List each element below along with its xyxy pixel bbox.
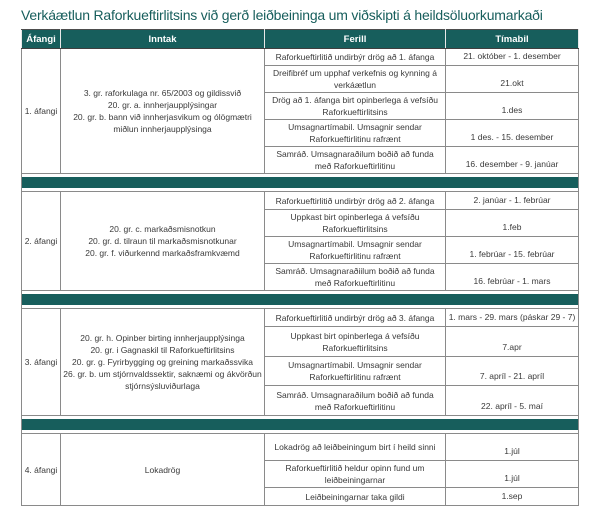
separator-band bbox=[22, 177, 578, 188]
phase-label: 3. áfangi bbox=[22, 309, 61, 416]
inntak-line: 20. gr. a. innherjaupplýsingar bbox=[107, 100, 218, 110]
ferill-cell: Umsagnartímabil. Umsagnir sendar Raforkueftirlitinu rafrænt bbox=[265, 357, 446, 386]
inntak-line: 3. gr. raforkulaga nr. 65/2003 og gildissvið bbox=[83, 88, 242, 98]
inntak-line: 20. gr. i Gagnaskil til Raforkueftirlitsins bbox=[90, 345, 235, 355]
phase-separator bbox=[22, 416, 579, 434]
timabil-cell: 1. febrúar - 15. febrúar bbox=[446, 237, 579, 264]
phase-separator bbox=[22, 174, 579, 192]
inntak-line: 26. gr. b. um stjórnvaldssektir, saknæmi og ákvörðun stjórnsýsluviðurlaga bbox=[63, 369, 262, 391]
ferill-cell: Samráð. Umsagnaraðiilum boðið að funda með Raforkueftirlitinu bbox=[265, 264, 446, 291]
table-row bbox=[22, 192, 579, 210]
timabil-cell: 1.júl bbox=[446, 461, 579, 488]
inntak-cell bbox=[61, 192, 265, 291]
inntak-line: 20. gr. h. Opinber birting innherjaupplýsinga bbox=[80, 333, 245, 343]
ferill-cell: Raforkueftirlitið undirbýr drög að 2. áfanga bbox=[265, 192, 446, 210]
timabil-cell: 1.júl bbox=[446, 434, 579, 461]
timabil-cell: 21.okt bbox=[446, 66, 579, 93]
inntak-line: 20. gr. b. bann við innherjasvikum og ólögmætri miðlun innherjaupplýsinga bbox=[73, 112, 252, 134]
phase-label: 2. áfangi bbox=[22, 192, 61, 291]
header-row bbox=[22, 30, 579, 49]
inntak-line: 20. gr. c. markaðsmisnotkun bbox=[109, 224, 216, 234]
inntak-line: 20. gr. d. tilraun til markaðsmisnotkunar bbox=[88, 236, 237, 246]
ferill-cell: Umsagnartímabil. Umsagnir sendar Raforkueftirlitinu rafrænt bbox=[265, 237, 446, 264]
timabil-cell: 2. janúar - 1. febrúar bbox=[446, 192, 579, 210]
separator-band bbox=[22, 294, 578, 305]
ferill-cell: Uppkast birt opinberlega á vefsíðu Raforkueftirlitsins bbox=[265, 327, 446, 357]
phase-separator-cell bbox=[22, 416, 579, 434]
separator-band bbox=[22, 419, 578, 430]
ferill-cell: Raforkueftirlitið undirbýr drög að 1. áfanga bbox=[265, 49, 446, 66]
timabil-cell: 7.apr bbox=[446, 327, 579, 357]
column-header-afangi: Áfangi bbox=[22, 30, 61, 49]
table-row bbox=[22, 49, 579, 66]
ferill-cell: Raforkueftirlitið heldur opinn fund um leiðbeiningarnar bbox=[265, 461, 446, 488]
inntak-cell bbox=[61, 309, 265, 416]
inntak-cell bbox=[61, 49, 265, 174]
phase-label: 1. áfangi bbox=[22, 49, 61, 174]
timabil-cell: 1.sep bbox=[446, 488, 579, 506]
column-header-timabil: Tímabil bbox=[446, 30, 579, 49]
phase-separator-cell bbox=[22, 291, 579, 309]
table-row bbox=[22, 309, 579, 327]
inntak-line: 20. gr. g. Fyrirbygging og greining markaðssvika bbox=[72, 357, 253, 367]
table-row bbox=[22, 434, 579, 461]
timabil-cell: 16. desember - 9. janúar bbox=[446, 147, 579, 174]
column-header-ferill: Ferill bbox=[265, 30, 446, 49]
inntak-line: 20. gr. f. viðurkennd markaðsframkvæmd bbox=[85, 248, 240, 258]
ferill-cell: Leiðbeiningarnar taka gildi bbox=[265, 488, 446, 506]
ferill-cell: Samráð. Umsagnaraðilum boðið að funda með Raforkueftirlitinu bbox=[265, 386, 446, 416]
schedule-table bbox=[21, 29, 579, 506]
timabil-cell: 22. apríl - 5. maí bbox=[446, 386, 579, 416]
timabil-cell: 21. október - 1. desember bbox=[446, 49, 579, 66]
timabil-cell: 1 des. - 15. desember bbox=[446, 120, 579, 147]
inntak-line: Lokadrög bbox=[144, 464, 181, 475]
ferill-cell: Umsagnartímabil. Umsagnir sendar Raforkueftirlitinu rafrænt bbox=[265, 120, 446, 147]
timabil-cell: 1.feb bbox=[446, 210, 579, 237]
inntak-cell bbox=[61, 434, 265, 506]
ferill-cell: Uppkast birt opinberlega á vefsíðu Raforkueftirlitsins bbox=[265, 210, 446, 237]
page-title: Verkáætlun Raforkueftirlitsins við gerð leiðbeininga um viðskipti á heildsöluorkumarkaði bbox=[21, 7, 543, 23]
ferill-cell: Drög að 1. áfanga birt opinberlega á vefsíðu Raforkueftirlitsins bbox=[265, 93, 446, 120]
timabil-cell: 1.des bbox=[446, 93, 579, 120]
phase-label: 4. áfangi bbox=[22, 434, 61, 506]
ferill-cell: Samráð. Umsagnaraðilum boðið að funda með Raforkueftirlitinu bbox=[265, 147, 446, 174]
document-page bbox=[0, 7, 602, 502]
ferill-cell: Raforkueftirlitið undirbýr drög að 3. áfanga bbox=[265, 309, 446, 327]
phase-separator-cell bbox=[22, 174, 579, 192]
phase-separator bbox=[22, 291, 579, 309]
column-header-inntak: Inntak bbox=[61, 30, 265, 49]
timabil-cell: 1. mars - 29. mars (páskar 29 - 7) bbox=[446, 309, 579, 327]
timabil-cell: 16. febrúar - 1. mars bbox=[446, 264, 579, 291]
ferill-cell: Dreifibréf um upphaf verkefnis og kynning á verkáætlun bbox=[265, 66, 446, 93]
timabil-cell: 7. apríl - 21. apríl bbox=[446, 357, 579, 386]
ferill-cell: Lokadrög að leiðbeiningum birt í heild sinni bbox=[265, 434, 446, 461]
